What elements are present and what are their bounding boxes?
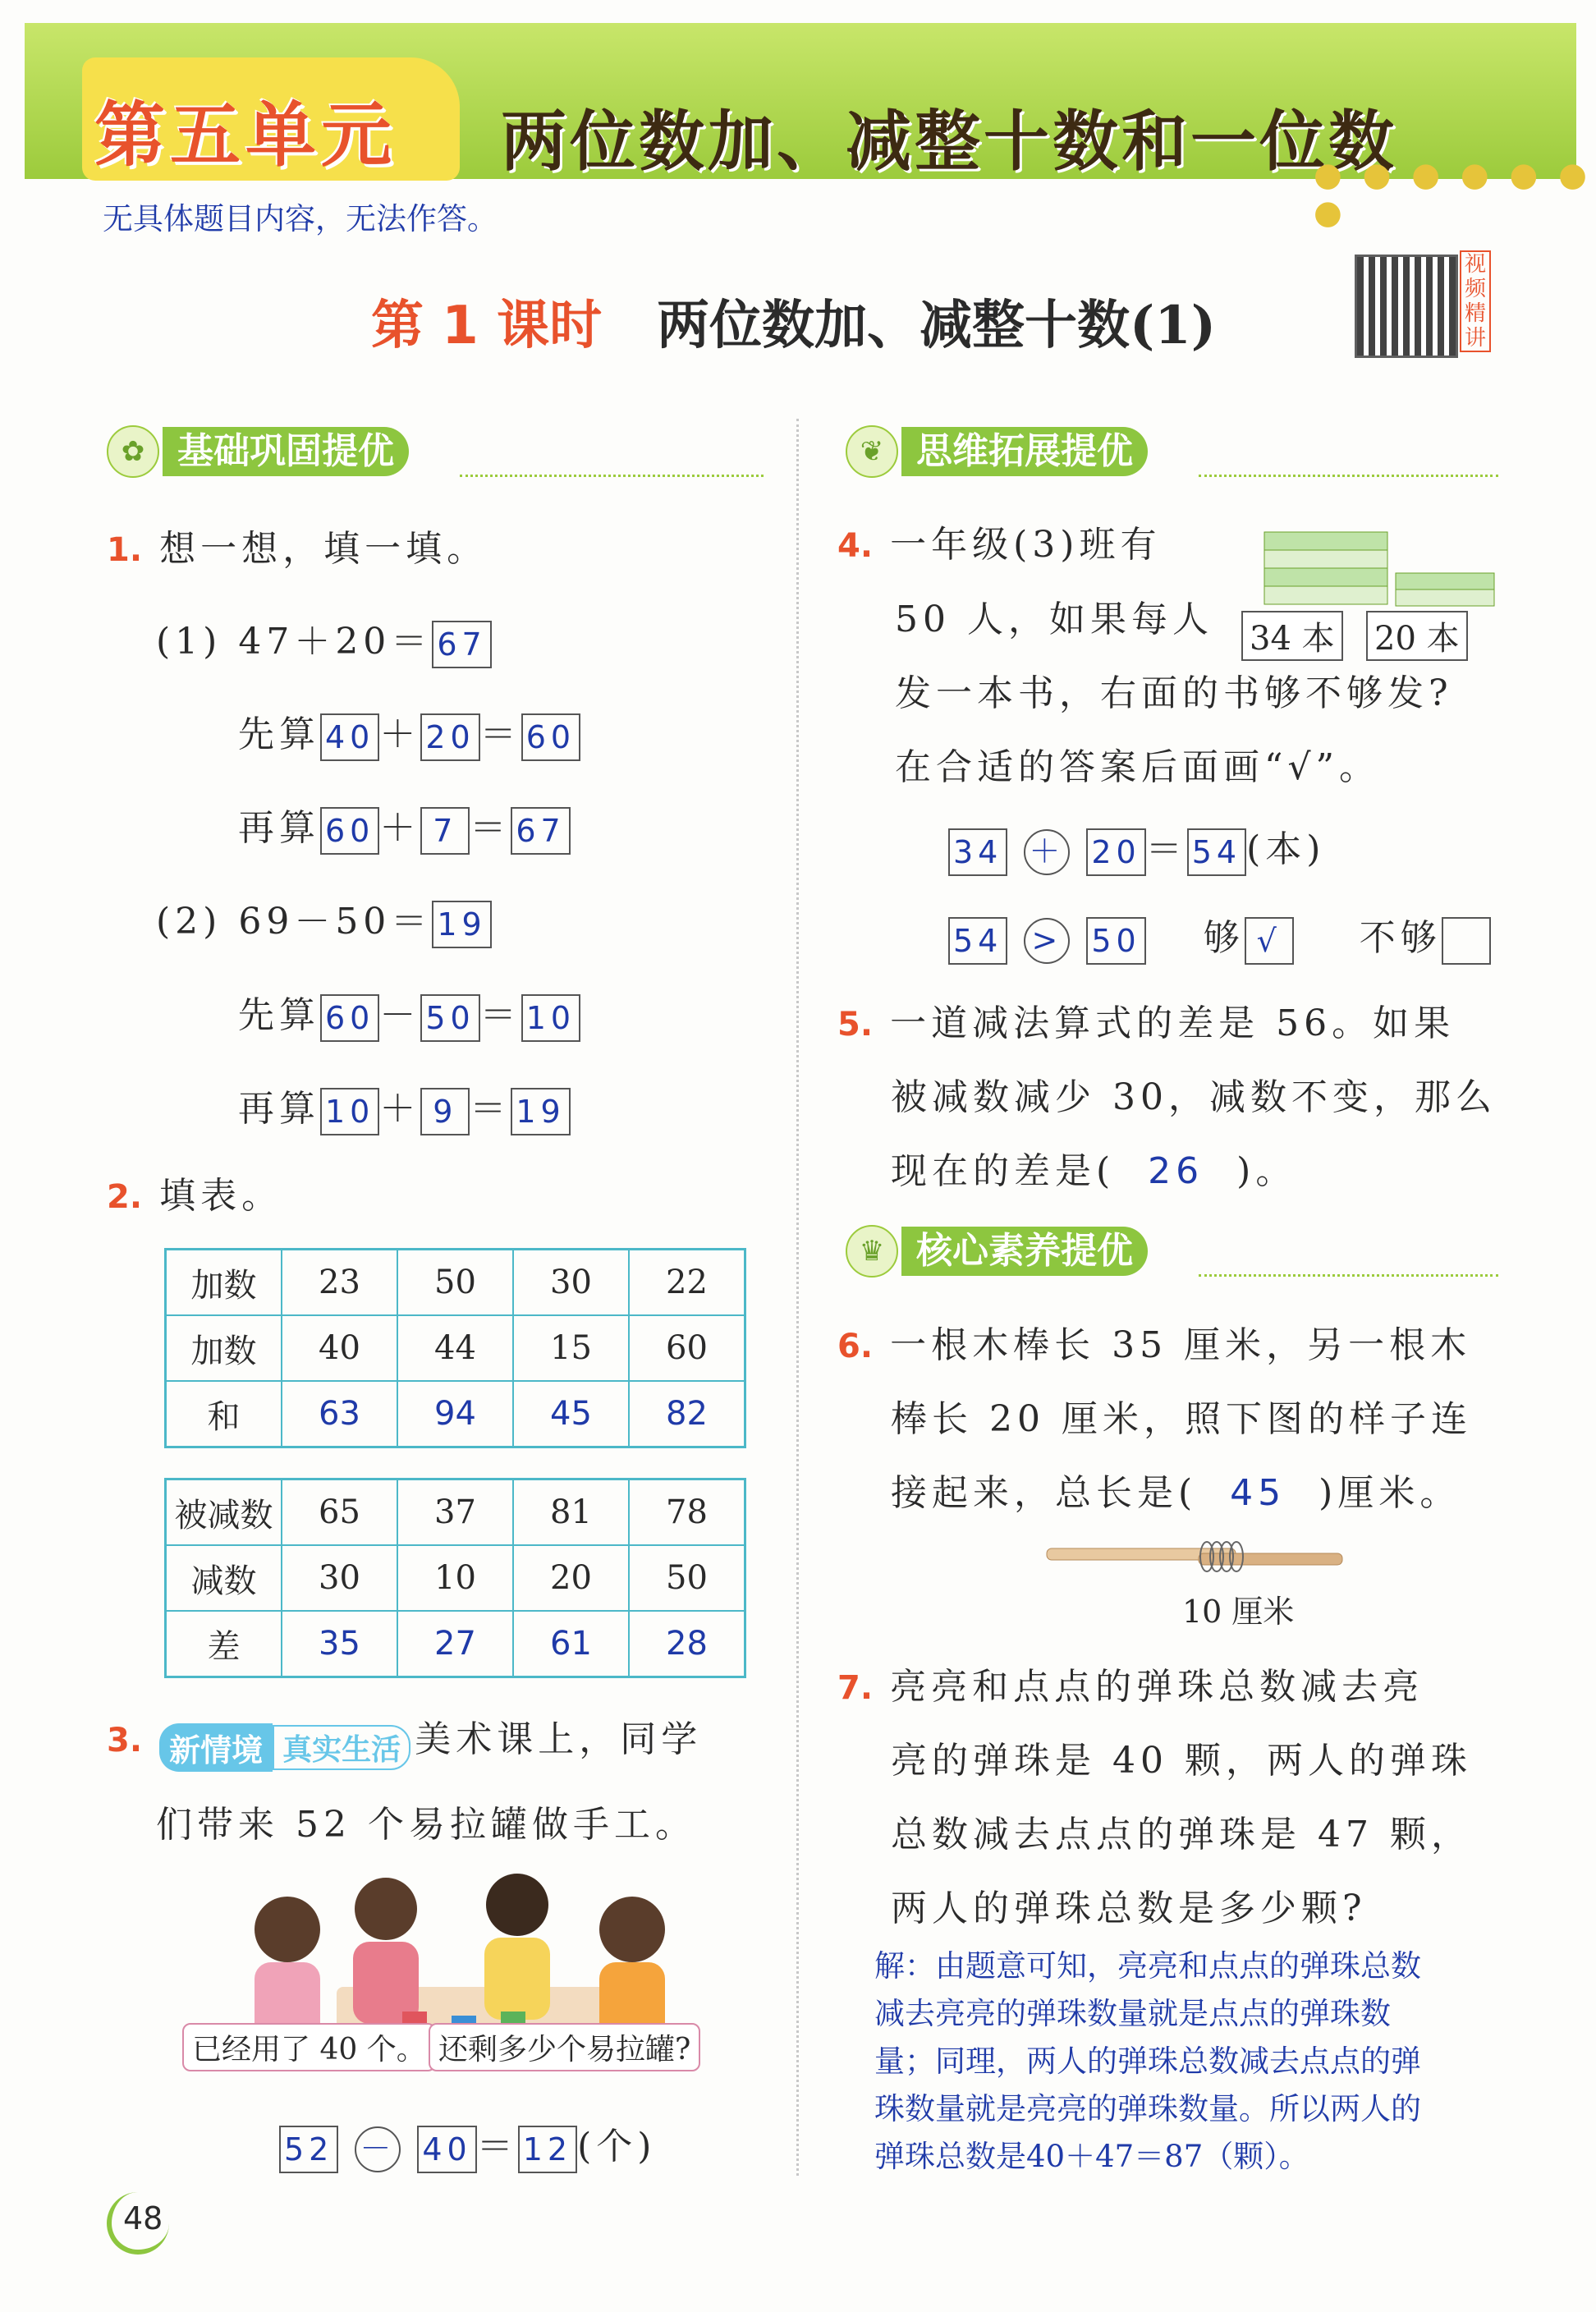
answer-box[interactable]: 60 xyxy=(521,713,580,761)
question-number: 5. xyxy=(837,1006,874,1044)
q4-comparison xyxy=(948,908,1491,965)
child-head xyxy=(486,1874,548,1936)
q1-part2-step2 xyxy=(238,1079,571,1135)
table-row xyxy=(166,1315,745,1381)
real-life-tag: 真实生活 xyxy=(273,1725,410,1770)
question-text: 棒长 20 厘米，照下图的样子连 xyxy=(891,1398,1472,1440)
table-cell: 30 xyxy=(513,1250,629,1316)
question-text: 一道减法算式的差是 56。如果 xyxy=(890,1002,1456,1044)
answer-box[interactable]: 60 xyxy=(320,994,379,1042)
equals-sign: ＝ xyxy=(476,2126,518,2168)
page-number: 48 xyxy=(123,2200,163,2236)
answer-box[interactable]: 54 xyxy=(948,917,1007,965)
answer-blank[interactable]: 45 xyxy=(1230,1472,1286,1514)
column-divider xyxy=(796,419,799,2176)
question-7 xyxy=(837,1657,1424,1709)
section-thinking-label: 思维拓展提优 xyxy=(901,427,1148,476)
question-3 xyxy=(107,1709,702,1772)
solution-line: 弹珠总数是40＋47＝87（颗）。 xyxy=(874,2139,1309,2174)
table-row xyxy=(166,1545,745,1611)
equals-sign: ＝ xyxy=(1145,828,1187,870)
question-number: 3. xyxy=(107,1722,143,1759)
addition-table xyxy=(164,1248,746,1448)
question-number: 4. xyxy=(837,527,874,565)
answer-box[interactable]: 52 xyxy=(279,2126,338,2173)
q1-part1-step1 xyxy=(238,704,580,761)
question-text: )。 xyxy=(1236,1150,1297,1192)
answer-box[interactable]: 10 xyxy=(521,994,580,1042)
question-6 xyxy=(837,1315,1471,1368)
table-cell: 44 xyxy=(397,1315,513,1381)
answer-box[interactable]: 67 xyxy=(432,621,491,668)
answer-cell[interactable]: 63 xyxy=(282,1381,397,1447)
subtraction-table xyxy=(164,1478,746,1678)
trophy-icon: ♛ xyxy=(846,1225,898,1278)
unit-label: (个) xyxy=(577,2126,657,2168)
step-label: 再算 xyxy=(238,1088,320,1130)
table-cell: 60 xyxy=(629,1315,745,1381)
answer-box[interactable]: 40 xyxy=(417,2126,476,2173)
check-box[interactable]: √ xyxy=(1245,917,1294,965)
lesson-number: 第 1 课时 xyxy=(371,296,603,356)
answer-cell[interactable]: 45 xyxy=(513,1381,629,1447)
book-count-label: 20 本 xyxy=(1366,611,1468,661)
solution-line: 量；同理，两人的弹珠总数减去点点的弹 xyxy=(874,2044,1421,2079)
operator: ＋ xyxy=(379,713,421,755)
operator-circle[interactable]: － xyxy=(355,2126,401,2172)
question-text: 发一本书，右面的书够不够发? xyxy=(895,672,1453,714)
book-count-label: 34 本 xyxy=(1241,611,1343,661)
table-cell: 22 xyxy=(629,1250,745,1316)
question-text: 一年级(3)班有 xyxy=(890,524,1162,566)
section-basic-label: 基础巩固提优 xyxy=(163,427,409,476)
answer-box[interactable]: 40 xyxy=(320,713,379,761)
gear-icon: ✿ xyxy=(107,425,159,478)
section-thinking xyxy=(846,427,1148,476)
solution-line: 减去亮亮的弹珠数量就是点点的弹珠数 xyxy=(874,1996,1391,2031)
book-stack xyxy=(1264,532,1387,604)
question-text: 50 人，如果每人 xyxy=(895,599,1213,640)
answer-box[interactable]: 20 xyxy=(1086,828,1145,876)
enough-label: 够 xyxy=(1203,917,1245,959)
row-header: 加数 xyxy=(166,1250,282,1316)
q4-equation xyxy=(948,819,1325,876)
question-text: 两人的弹珠总数是多少颗? xyxy=(891,1888,1367,1929)
question-text: 们带来 52 个易拉罐做手工。 xyxy=(156,1804,696,1846)
table-cell: 15 xyxy=(513,1315,629,1381)
solution-line: 解：由题意可知，亮亮和点点的弹珠总数 xyxy=(874,1948,1421,1984)
table-cell: 78 xyxy=(629,1479,745,1546)
question-number: 7. xyxy=(837,1669,874,1707)
expression: 69－50＝ xyxy=(238,901,433,943)
question-text: 美术课上，同学 xyxy=(415,1718,703,1760)
table-cell: 50 xyxy=(629,1545,745,1611)
video-label: 视频精讲 xyxy=(1460,250,1491,352)
section-rule xyxy=(1199,475,1498,477)
answer-cell[interactable]: 35 xyxy=(282,1611,397,1677)
question-text: 亮的弹珠是 40 颗，两人的弹珠 xyxy=(891,1740,1472,1782)
q3-equation xyxy=(279,2117,656,2173)
child-head xyxy=(599,1897,665,1962)
q5-answer-line xyxy=(891,1141,1296,1194)
child-head xyxy=(255,1897,320,1962)
solution-block xyxy=(874,1943,1564,2181)
q1-part2 xyxy=(156,892,492,948)
question-number: 1. xyxy=(107,531,143,569)
equals-sign: ＝ xyxy=(470,1088,511,1130)
question-text: 被减数减少 30，减数不变，那么 xyxy=(891,1076,1497,1118)
qr-code-icon[interactable] xyxy=(1355,255,1458,358)
question-number: 2. xyxy=(107,1178,143,1216)
table-row xyxy=(166,1611,745,1677)
table-row xyxy=(166,1250,745,1316)
part-label: (2) xyxy=(156,901,222,943)
answer-box[interactable]: 50 xyxy=(420,994,479,1042)
row-header: 加数 xyxy=(166,1315,282,1381)
row-header: 减数 xyxy=(166,1545,282,1611)
question-text: 总数减去点点的弹珠是 47 颗， xyxy=(891,1814,1472,1856)
child-body xyxy=(484,1938,550,2020)
section-rule xyxy=(1199,1274,1498,1277)
table-cell: 81 xyxy=(513,1479,629,1546)
section-basic xyxy=(107,427,409,476)
check-box[interactable] xyxy=(1442,917,1491,965)
sticks-diagram xyxy=(1043,1537,1346,1578)
equals-sign: ＝ xyxy=(479,994,521,1036)
answer-box[interactable]: 60 xyxy=(320,807,379,855)
question-prompt: 想一想，填一填。 xyxy=(159,528,488,570)
operator-circle[interactable]: ＋ xyxy=(1024,829,1070,875)
note-text: 无具体题目内容，无法作答。 xyxy=(103,201,498,236)
answer-box[interactable]: 19 xyxy=(432,901,491,948)
new-context-tag: 新情境 xyxy=(159,1723,273,1772)
section-rule xyxy=(460,475,764,477)
answer-cell[interactable]: 28 xyxy=(629,1611,745,1677)
equals-sign: ＝ xyxy=(470,807,511,849)
answer-box[interactable]: 50 xyxy=(1086,917,1145,965)
table-cell: 50 xyxy=(397,1250,513,1316)
table-cell: 30 xyxy=(282,1545,397,1611)
expression: 47＋20＝ xyxy=(238,621,433,663)
table-cell: 10 xyxy=(397,1545,513,1611)
q1-part1 xyxy=(156,612,492,668)
step-label: 再算 xyxy=(238,807,320,849)
section-core xyxy=(846,1227,1148,1276)
q6-answer-line xyxy=(891,1463,1461,1516)
lesson-title: 两位数加、减整十数(1) xyxy=(657,295,1217,356)
answer-cell[interactable]: 27 xyxy=(397,1611,513,1677)
speech-bubble: 已经用了 40 个。 xyxy=(182,2023,436,2071)
question-text: )厘米。 xyxy=(1319,1472,1461,1514)
step-label: 先算 xyxy=(238,994,320,1036)
answer-box[interactable]: 7 xyxy=(420,807,470,855)
unit-title: 两位数加、减整十数和一位数 xyxy=(501,103,1397,180)
question-5 xyxy=(837,993,1455,1046)
operator-circle[interactable]: > xyxy=(1024,918,1070,964)
answer-box[interactable]: 34 xyxy=(948,828,1007,876)
q1-part1-step2 xyxy=(238,798,571,855)
decorative-dots: ● ● ● ● ● ● ● xyxy=(1314,156,1592,232)
sprout-icon: ❦ xyxy=(846,425,898,478)
question-number: 6. xyxy=(837,1328,874,1365)
operator: ＋ xyxy=(379,1088,421,1130)
child-head xyxy=(355,1878,417,1940)
unit-label: (本) xyxy=(1246,828,1326,870)
answer-box[interactable]: 19 xyxy=(511,1088,570,1135)
answer-cell[interactable]: 94 xyxy=(397,1381,513,1447)
answer-box[interactable]: 54 xyxy=(1187,828,1246,876)
table-row xyxy=(166,1479,745,1546)
speech-bubble: 还剩多少个易拉罐? xyxy=(429,2023,700,2071)
question-prompt: 填表。 xyxy=(159,1175,283,1217)
answer-box[interactable]: 12 xyxy=(518,2126,577,2173)
question-2 xyxy=(107,1166,282,1218)
not-enough-label: 不够 xyxy=(1359,917,1442,959)
table-cell: 20 xyxy=(513,1545,629,1611)
q1-part2-step1 xyxy=(238,985,580,1042)
book-stack xyxy=(1396,573,1494,606)
question-text: 在合适的答案后面画“√”。 xyxy=(895,746,1381,788)
table-cell: 23 xyxy=(282,1250,397,1316)
question-text: 接起来，总长是( xyxy=(891,1472,1198,1514)
overlap-label: 10 厘米 xyxy=(1182,1594,1295,1630)
table-cell: 40 xyxy=(282,1315,397,1381)
operator: ＋ xyxy=(379,807,421,849)
step-label: 先算 xyxy=(238,713,320,755)
question-text: 亮亮和点点的弹珠总数减去亮 xyxy=(890,1666,1424,1708)
table-cell: 37 xyxy=(397,1479,513,1546)
answer-cell[interactable]: 82 xyxy=(629,1381,745,1447)
answer-box[interactable]: 20 xyxy=(420,713,479,761)
answer-box[interactable]: 9 xyxy=(420,1088,470,1135)
row-header: 差 xyxy=(166,1611,282,1677)
answer-blank[interactable]: 26 xyxy=(1148,1150,1204,1192)
section-core-label: 核心素养提优 xyxy=(901,1227,1148,1276)
operator: － xyxy=(379,994,421,1036)
question-text: 一根木棒长 35 厘米，另一根木 xyxy=(890,1324,1472,1366)
row-header: 和 xyxy=(166,1381,282,1447)
part-label: (1) xyxy=(156,621,222,663)
table-cell: 65 xyxy=(282,1479,397,1546)
unit-number: 第五单元 xyxy=(94,94,397,177)
question-1 xyxy=(107,519,488,571)
equals-sign: ＝ xyxy=(479,713,521,755)
answer-box[interactable]: 67 xyxy=(511,807,570,855)
solution-line: 珠数量就是亮亮的弹珠数量。所以两人的 xyxy=(874,2091,1421,2126)
question-text: 现在的差是( xyxy=(891,1150,1116,1192)
answer-cell[interactable]: 61 xyxy=(513,1611,629,1677)
table-row xyxy=(166,1381,745,1447)
row-header: 被减数 xyxy=(166,1479,282,1546)
answer-box[interactable]: 10 xyxy=(320,1088,379,1135)
question-4 xyxy=(837,515,1161,567)
